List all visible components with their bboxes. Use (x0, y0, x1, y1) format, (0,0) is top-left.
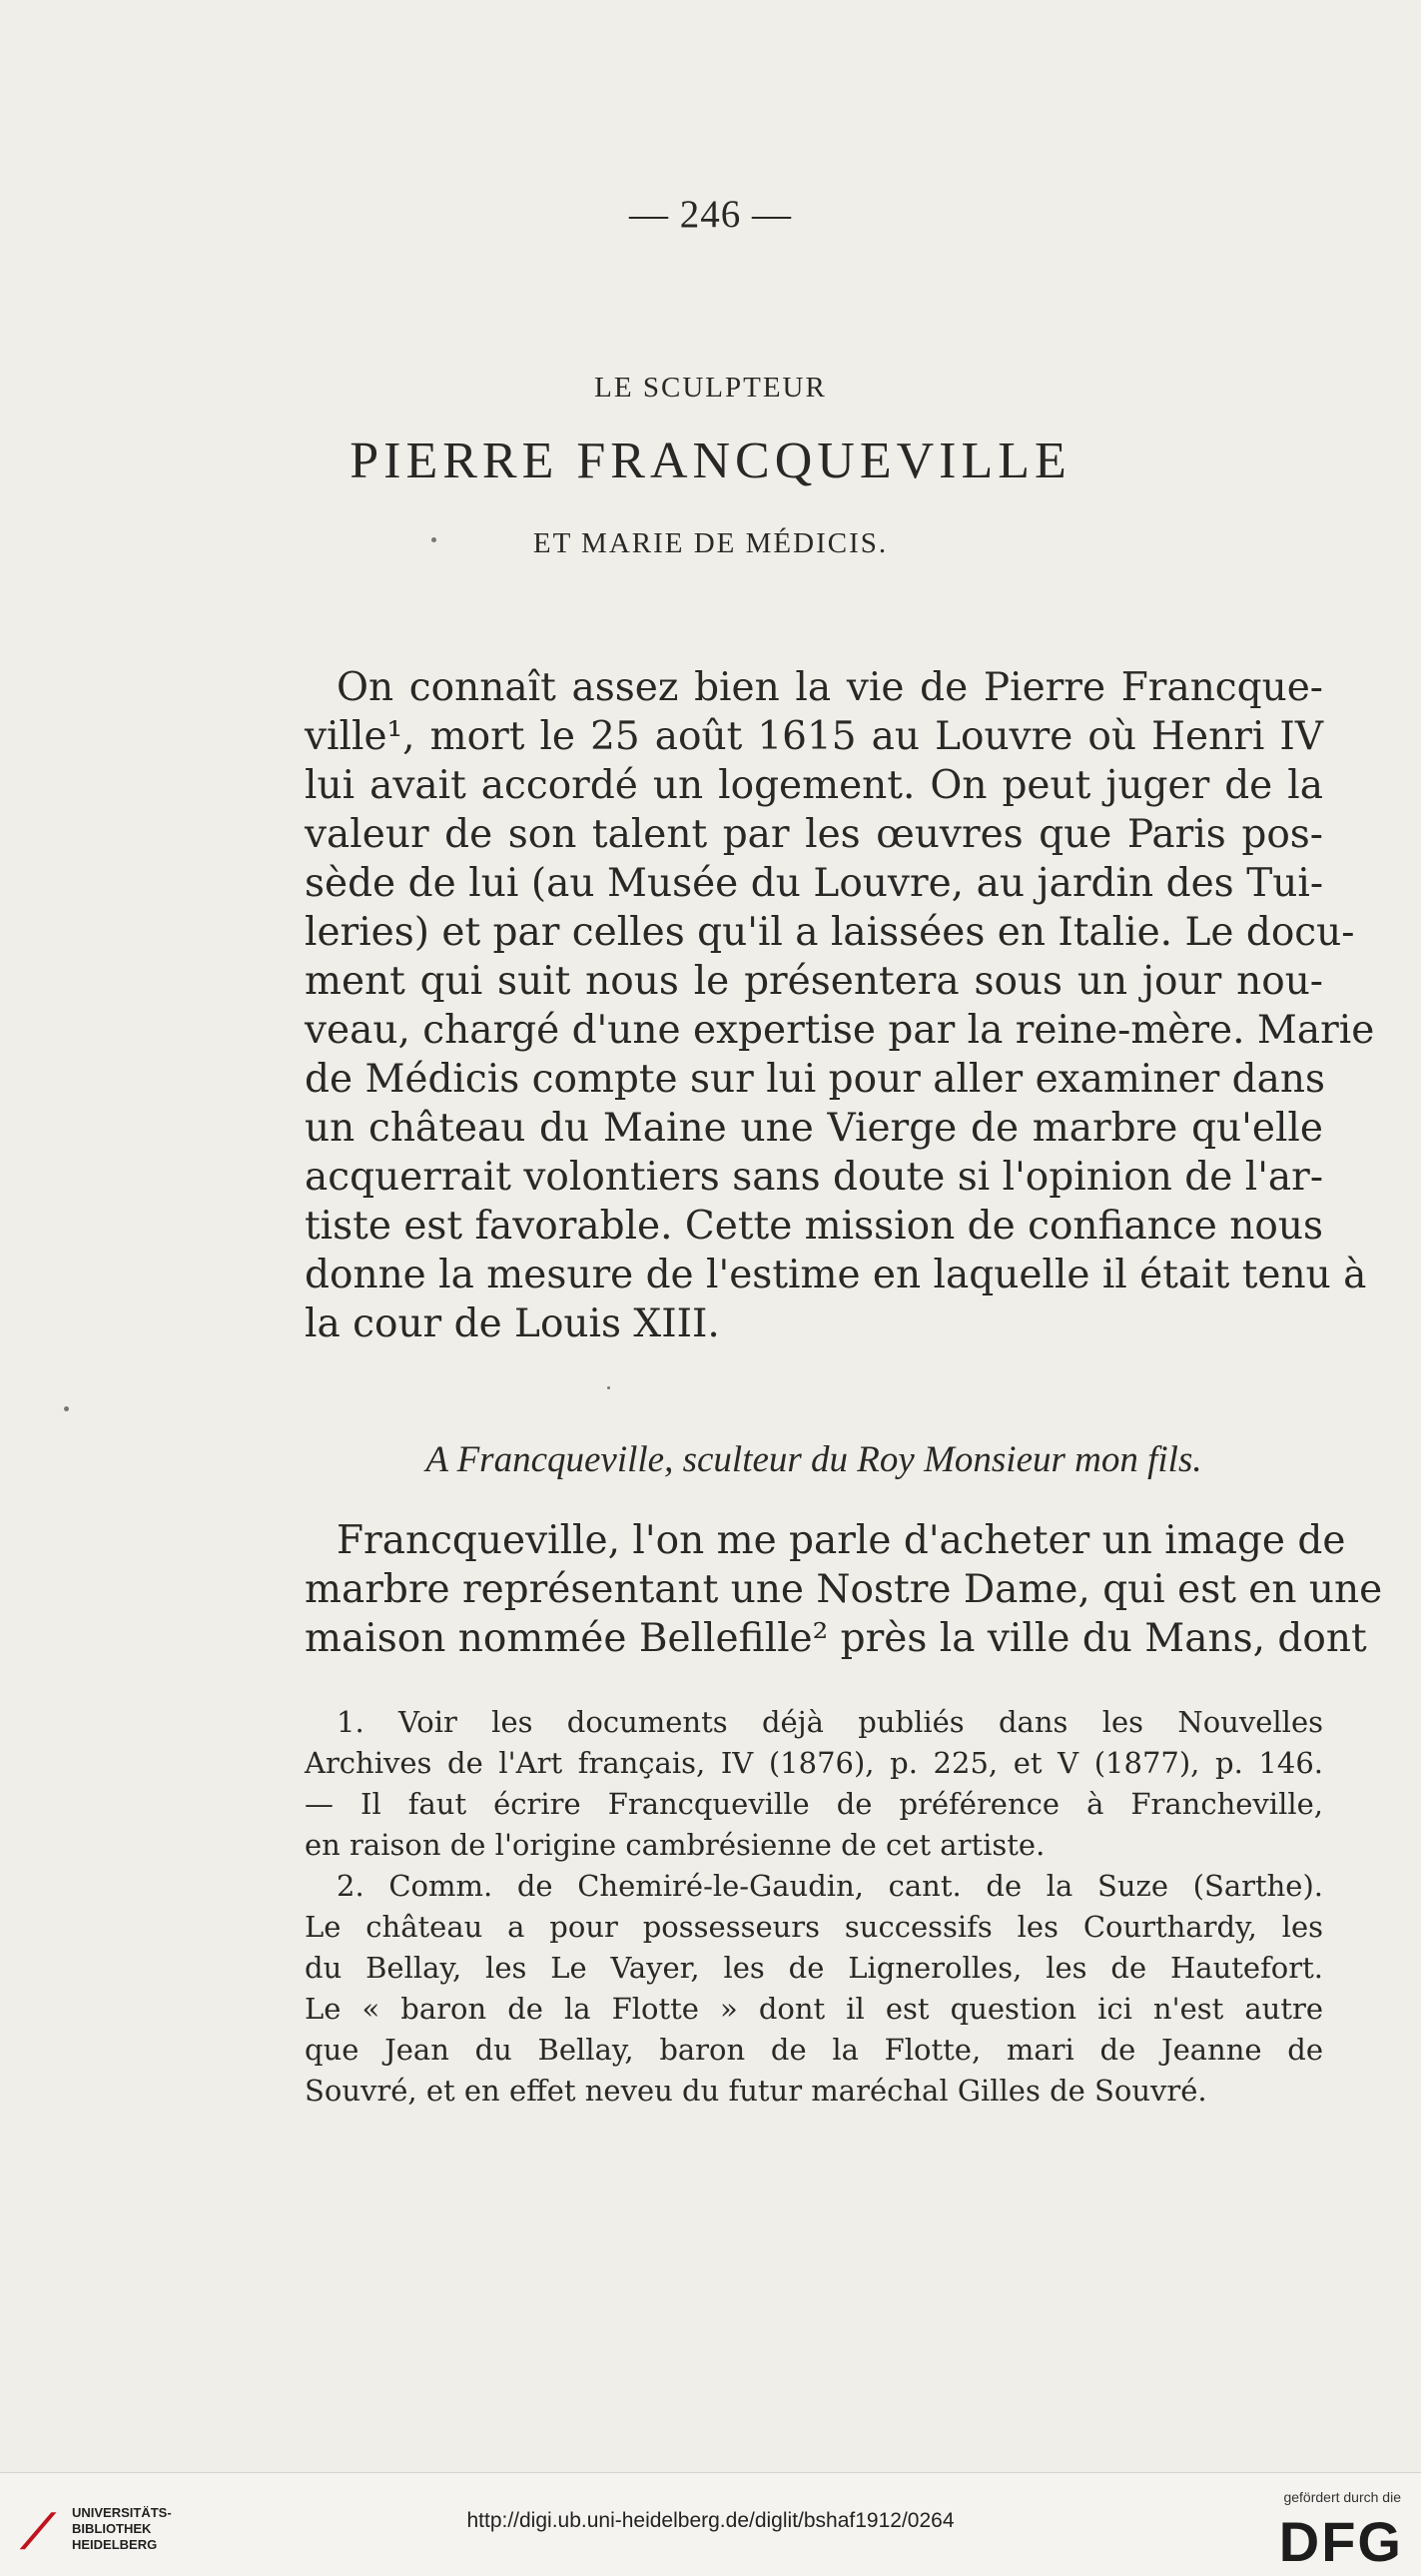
footnote-line: Le château a pour possesseurs successifs les Courthardy, les (305, 1910, 1323, 1944)
text-line: acquerrait volontiers sans doute si l'opinion de l'ar- (305, 1155, 1323, 1200)
library-name-line: HEIDELBERG (72, 2537, 158, 2552)
text-line: ment qui suit nous le présentera sous un jour nou- (305, 959, 1323, 1004)
text-line: marbre représentant une Nostre Dame, qui est en une (305, 1567, 1383, 1612)
text-line: leries) et par celles qu'il a laissées en Italie. Le docu- (305, 910, 1355, 955)
text-line: la cour de Louis XIII. (305, 1301, 720, 1346)
library-name-line: BIBLIOTHEK (72, 2521, 152, 2536)
text-line: maison nommée Bellefille² près la ville du Mans, dont (305, 1616, 1367, 1661)
footnote-line: 1. Voir les documents déjà publiés dans les Nouvelles (337, 1705, 1323, 1739)
article-subtitle: ET MARIE DE MÉDICIS. (532, 527, 889, 559)
text-line: lui avait accordé un logement. On peut juger de la (305, 763, 1323, 808)
text-line: de Médicis compte sur lui pour aller examiner dans (305, 1057, 1325, 1102)
dfg-logo: DFG (1278, 2510, 1403, 2573)
footnote-line: — Il faut écrire Francqueville de préférence à Francheville, (305, 1787, 1323, 1821)
footnote-line: Le « baron de la Flotte » dont il est question ici n'est autre (305, 1992, 1323, 2026)
footnote-line: Archives de l'Art français, IV (1876), p. 225, et V (1877), p. 146. (305, 1746, 1323, 1780)
text-line: Francqueville, l'on me parle d'acheter un image de (337, 1518, 1346, 1563)
text-line: valeur de son talent par les œuvres que Paris pos- (305, 812, 1323, 857)
paper-speck (607, 1386, 610, 1389)
viewer-footer (0, 2472, 1421, 2576)
funding-note: gefördert durch die (1283, 2489, 1401, 2505)
footnote-line: en raison de l'origine cambrésienne de cet artiste. (305, 1828, 1046, 1862)
page-number: — 246 — (629, 193, 792, 236)
paragraph-1 (305, 663, 1375, 1348)
text-line: un château du Maine une Vierge de marbre qu'elle (305, 1106, 1323, 1151)
permalink-url[interactable]: http://digi.ub.uni-heidelberg.de/diglit/bshaf1912/0264 (466, 2509, 955, 2532)
footnotes (305, 1702, 1323, 2112)
paper-speck (64, 1406, 69, 1411)
article-header-small: LE SCULPTEUR (594, 372, 827, 404)
paper-speck (431, 537, 436, 542)
text-line: ville¹, mort le 25 août 1615 au Louvre où Henri IV (305, 714, 1323, 759)
library-name-line: UNIVERSITÄTS- (72, 2505, 172, 2520)
text-line: On connaît assez bien la vie de Pierre Francque- (337, 665, 1323, 710)
article-title: PIERRE FRANCQUEVILLE (350, 432, 1071, 489)
footnote-line: Souvré, et en effet neveu du futur maréchal Gilles de Souvré. (305, 2074, 1207, 2108)
library-logo-icon: ⟋ (21, 2504, 55, 2560)
text-line: donne la mesure de l'estime en laquelle il était tenu à (305, 1253, 1367, 1297)
footnote-line: du Bellay, les Le Vayer, les de Lignerolles, les de Hautefort. (305, 1951, 1323, 1985)
letter-address: A Francqueville, sculteur du Roy Monsieur mon fils. (425, 1439, 1202, 1480)
text-line: veau, chargé d'une expertise par la reine-mère. Marie (305, 1008, 1375, 1053)
footnote-line: que Jean du Bellay, baron de la Flotte, mari de Jeanne de (305, 2033, 1323, 2067)
paragraph-2 (305, 1516, 1383, 1663)
text-line: sède de lui (au Musée du Louvre, au jardin des Tui- (305, 861, 1323, 906)
text-line: tiste est favorable. Cette mission de confiance nous (305, 1204, 1323, 1249)
footnote-line: 2. Comm. de Chemiré-le-Gaudin, cant. de la Suze (Sarthe). (337, 1869, 1323, 1903)
